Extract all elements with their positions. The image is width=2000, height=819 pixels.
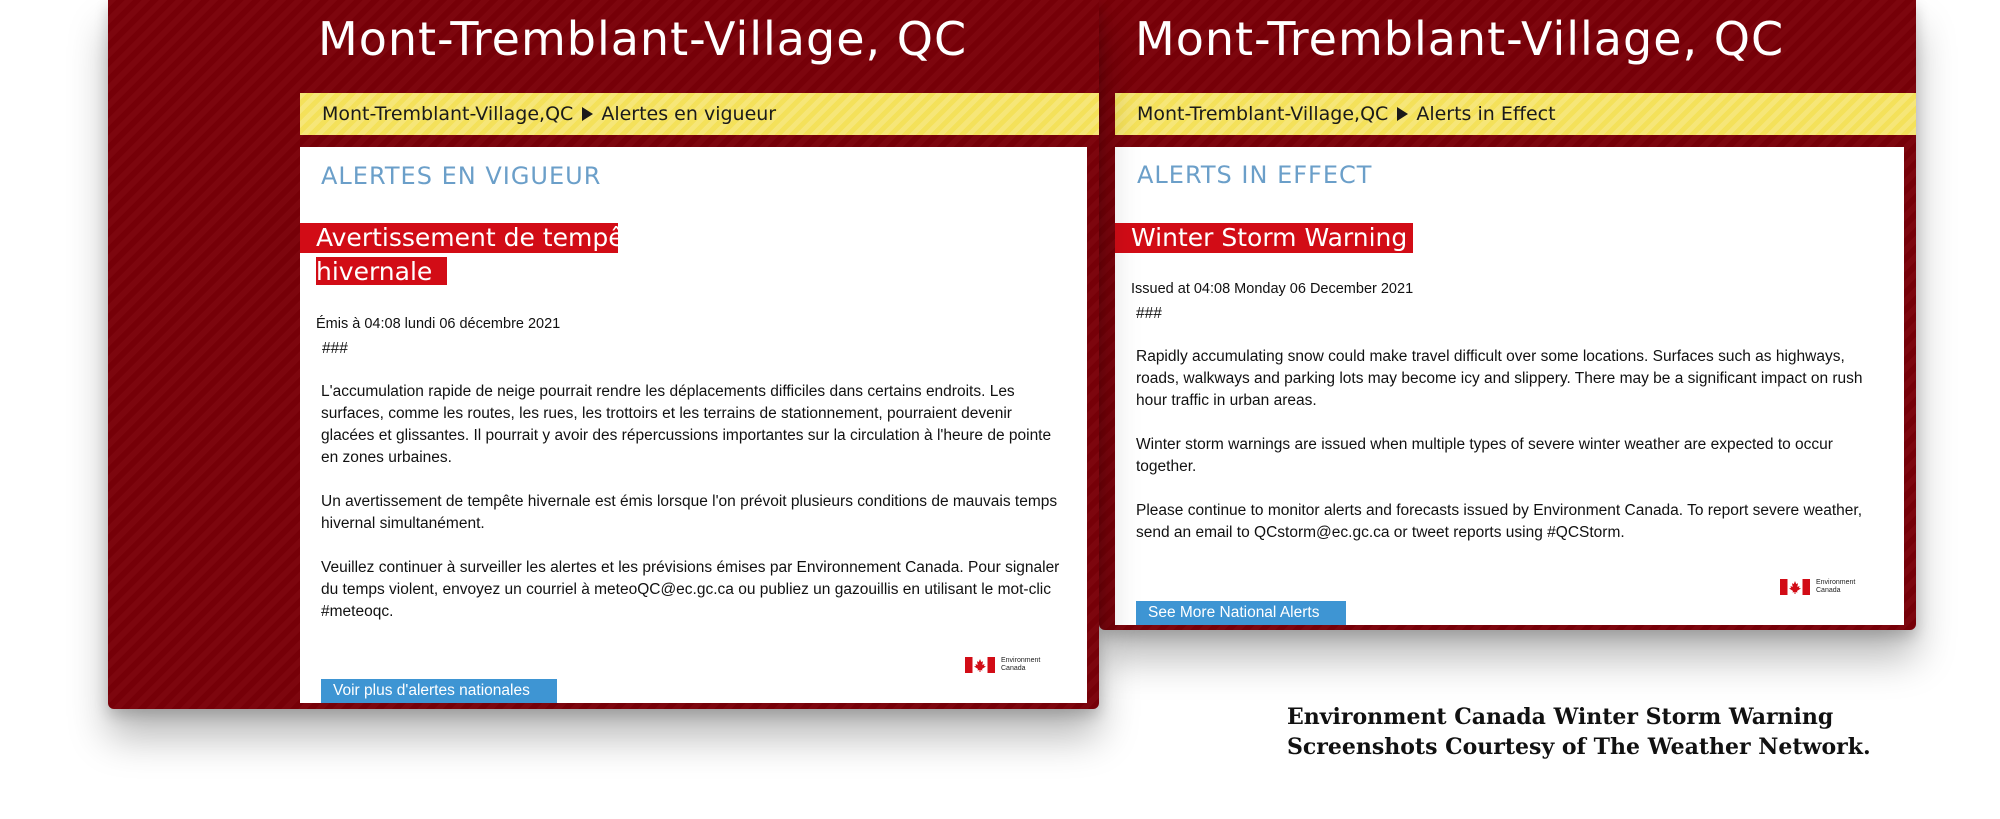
alert-paragraph: L'accumulation rapide de neige pourrait rendre les déplacements difficiles dans certains endroits. Les surfaces, comme les routes, les rues, les trottoirs et les terrains de stationnement, pourraient devenir glacées et glissantes. Il pourrait y avoir des répercussions importantes sur la circulation à l'heure de pointe en zones urbaines.	[321, 383, 1052, 466]
alert-paragraph: Un avertissement de tempête hivernale est émis lorsque l'on prévoit plusieurs conditions de mauvais temps hivernal simultanément.	[321, 493, 1058, 532]
warning-title: Winter Storm Warning	[1115, 223, 1413, 253]
more-national-alerts-button[interactable]: See More National Alerts	[1136, 601, 1346, 625]
issued-timestamp: Émis à 04:08 lundi 06 décembre 2021	[316, 316, 561, 332]
section-heading: ALERTS IN EFFECT	[1137, 161, 1373, 189]
alert-panel-french	[108, 0, 1099, 709]
alert-content	[1115, 147, 1904, 625]
logo-text-line1: Environment	[1001, 657, 1041, 664]
breadcrumb-location-link[interactable]: Mont-Tremblant-Village,QC	[1137, 103, 1389, 125]
canada-flag-icon	[1780, 579, 1810, 595]
logo-wordmark	[1816, 579, 1855, 595]
logo-text-line1: Environment	[1816, 579, 1856, 586]
alert-paragraph: Winter storm warnings are issued when multiple types of severe winter weather are expected to occur together.	[1136, 436, 1833, 475]
more-national-alerts-button[interactable]: Voir plus d'alertes nationales	[321, 679, 557, 703]
separator-text: ###	[1136, 305, 1162, 322]
city-title: Mont-Tremblant-Village, QC	[1135, 12, 1785, 66]
alert-paragraph: Please continue to monitor alerts and forecasts issued by Environment Canada. To report severe weather, send an email to QCstorm@ec.gc.ca or tweet reports using #QCStorm.	[1136, 502, 1863, 541]
alert-panel-english	[1099, 0, 1916, 630]
breadcrumb-current-page: Alertes en vigueur	[601, 103, 777, 125]
image-caption	[1287, 702, 1871, 762]
caption-line1: Environment Canada Winter Storm Warning	[1287, 704, 1834, 730]
breadcrumb	[1115, 93, 1916, 135]
warning-title-line1: Avertissement de tempête	[300, 223, 618, 253]
environment-canada-logo	[1780, 579, 1855, 595]
alert-body	[321, 381, 1061, 645]
alert-paragraph: Rapidly accumulating snow could make travel difficult over some locations. Surfaces such as highways, roads, walkways and parking lots may become icy and slippery. There may be a significant impact on rush hour traffic in urban areas.	[1136, 348, 1863, 409]
alert-content	[300, 147, 1087, 703]
alert-body	[1136, 346, 1891, 566]
issued-timestamp: Issued at 04:08 Monday 06 December 2021	[1131, 281, 1414, 297]
caption-line2: Screenshots Courtesy of The Weather Network.	[1287, 734, 1871, 760]
canada-flag-icon	[965, 657, 995, 673]
logo-text-line2: Canada	[1001, 665, 1026, 672]
triangle-right-icon	[582, 107, 593, 121]
environment-canada-logo	[965, 657, 1040, 673]
logo-wordmark	[1001, 657, 1040, 673]
alert-paragraph: Veuillez continuer à surveiller les alertes et les prévisions émises par Environnement Canada. Pour signaler du temps violent, envoyez un courriel à meteoQC@ec.gc.ca ou publiez un gazouillis en utilisant le mot-clic #meteoqc.	[321, 559, 1060, 620]
logo-text-line2: Canada	[1816, 587, 1841, 594]
section-heading: ALERTES EN VIGUEUR	[321, 162, 602, 190]
warning-title-line2: hivernale	[316, 257, 447, 285]
separator-text: ###	[322, 340, 348, 357]
breadcrumb-current-page: Alerts in Effect	[1416, 103, 1556, 125]
city-title: Mont-Tremblant-Village, QC	[318, 12, 968, 66]
breadcrumb	[300, 93, 1099, 135]
breadcrumb-location-link[interactable]: Mont-Tremblant-Village,QC	[322, 103, 574, 125]
triangle-right-icon	[1397, 107, 1408, 121]
